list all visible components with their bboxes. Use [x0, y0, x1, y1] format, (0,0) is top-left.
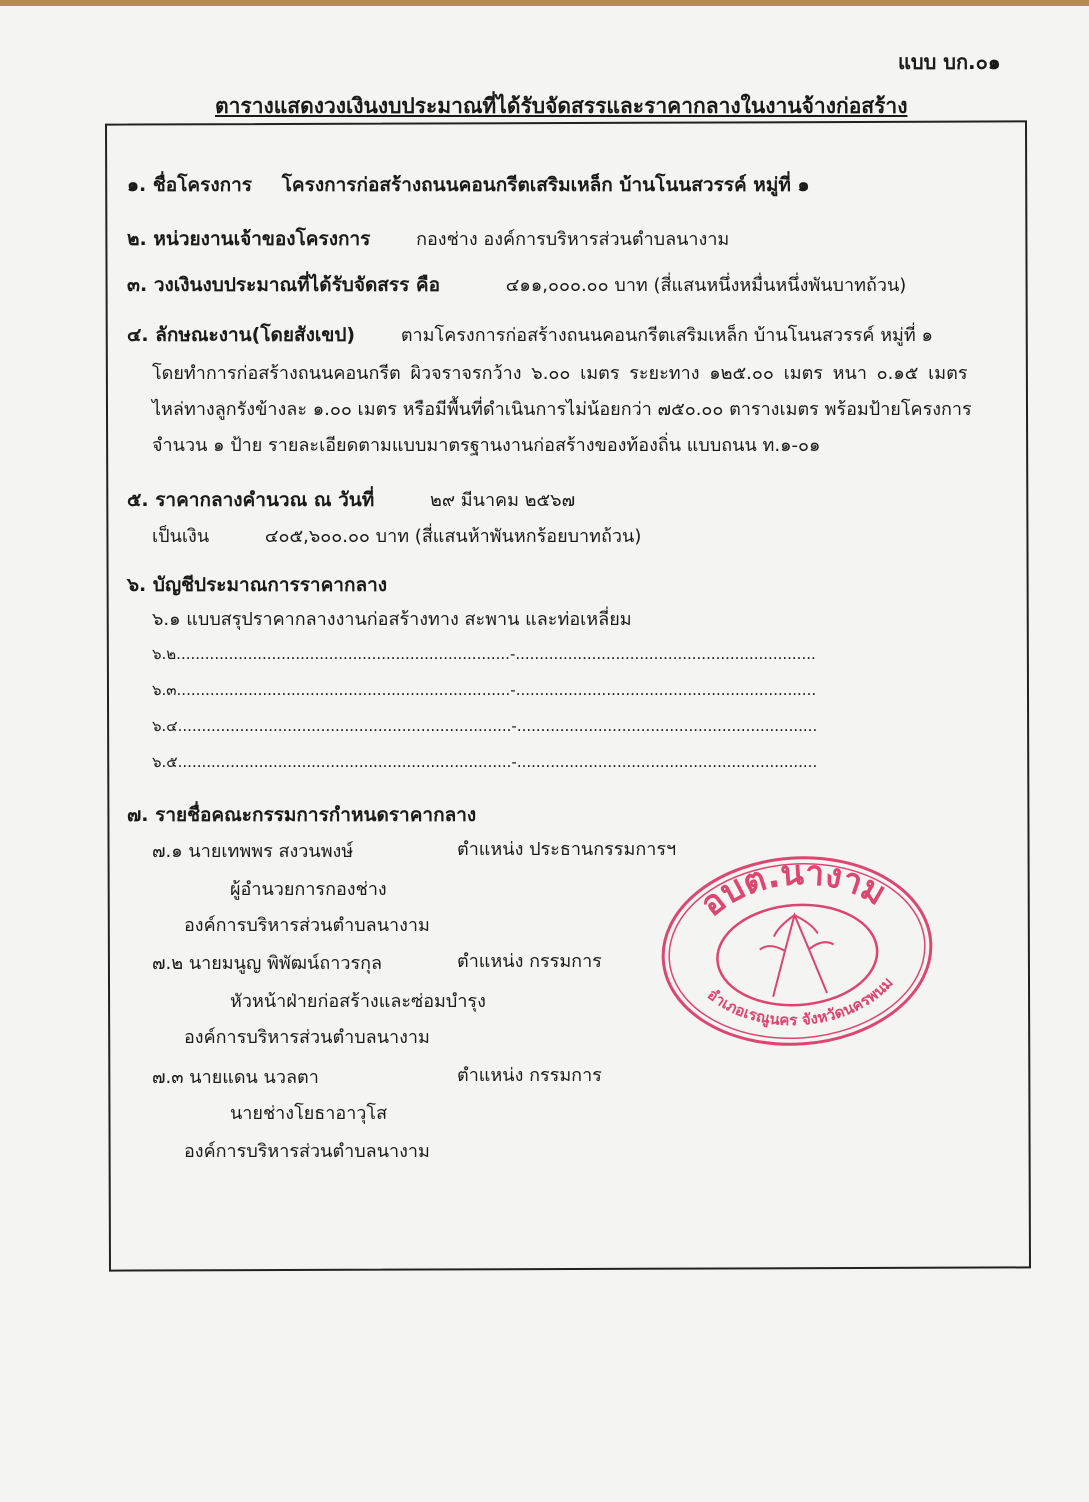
median-price-amount: ๔๐๕,๖๐๐.๐๐	[264, 526, 370, 547]
section-3	[127, 270, 906, 300]
stamp-bottom-text: อำเภอเรณูนคร จังหวัดนครพนม	[704, 973, 897, 1030]
median-price-unit: บาท	[375, 526, 410, 547]
committee-member-position: ตำแหน่ง กรรมการ	[457, 1065, 602, 1086]
estimate-item: ๖.๑ แบบสรุปราคากลางงานก่อสร้างทาง สะพาน และท่อเหลี่ยม	[152, 609, 632, 630]
estimate-item: ๖.๒......................................................................-...............................................................	[152, 645, 816, 663]
price-date: ๒๙ มีนาคม ๒๕๖๗	[430, 490, 576, 511]
median-price-words: (สี่แสนห้าพันหกร้อยบาทถ้วน)	[414, 526, 642, 547]
section-1-label: ๑. ชื่อโครงการ	[127, 174, 252, 196]
section-5	[127, 485, 575, 515]
section-3-label: ๓. วงเงินงบประมาณที่ได้รับจัดสรร คือ	[127, 274, 441, 296]
committee-member-org: องค์การบริหารส่วนตำบลนางาม	[184, 915, 430, 936]
committee-member-name: ๗.๑ นายเทพพร สงวนพงษ์	[152, 841, 354, 862]
committee-member-position: ตำแหน่ง กรรมการ	[457, 951, 602, 972]
stamp-top-text: อบต.นางาม	[692, 852, 893, 925]
committee-member-org: องค์การบริหารส่วนตำบลนางาม	[184, 1141, 430, 1162]
section-7-label: ๗. รายชื่อคณะกรรมการกำหนดราคากลาง	[127, 804, 477, 826]
estimate-item: ๖.๓......................................................................-...............................................................	[152, 681, 817, 699]
official-stamp	[654, 846, 942, 1057]
amount-label: เป็นเงิน	[152, 526, 210, 547]
section-4	[127, 320, 933, 350]
estimate-item: ๖.๕......................................................................-...............................................................	[152, 753, 818, 771]
work-description-line: ตามโครงการก่อสร้างถนนคอนกรีตเสริมเหล็ก บ้านโนนสวรรค์ หมู่ที่ ๑	[400, 325, 933, 346]
median-price	[152, 521, 641, 550]
work-description-line: จำนวน ๑ ป้าย รายละเอียดตามแบบมาตรฐานงานก่อสร้างของท้องถิ่น แบบถนน ท.๑-๐๑	[152, 435, 821, 456]
committee-member-title: นายช่างโยธาอาวุโส	[230, 1103, 388, 1124]
committee-member-name: ๗.๓ นายแดน นวลตา	[152, 1067, 319, 1088]
emblem-icon	[768, 913, 827, 997]
committee-member-title: หัวหน้าฝ่ายก่อสร้างและซ่อมบำรุง	[230, 991, 486, 1012]
section-2-label: ๒. หน่วยงานเจ้าของโครงการ	[127, 228, 371, 250]
committee-member-title: ผู้อำนวยการกองช่าง	[230, 879, 387, 900]
form-code: แบบ บก.๐๑	[898, 50, 1001, 74]
budget-words: (สี่แสนหนึ่งหมื่นหนึ่งพันบาทถ้วน)	[653, 275, 907, 296]
section-2	[127, 224, 729, 254]
committee-member-org: องค์การบริหารส่วนตำบลนางาม	[184, 1027, 430, 1048]
project-name: โครงการก่อสร้างถนนคอนกรีตเสริมเหล็ก บ้านโนนสวรรค์ หมู่ที่ ๑	[281, 174, 810, 196]
work-description-line: ไหล่ทางลูกรังข้างละ ๑.๐๐ เมตร หรือมีพื้นที่ดำเนินการไม่น้อยกว่า ๗๕๐.๐๐ ตารางเมตร พร้อมป้ายโครงการ	[152, 399, 972, 420]
section-1	[127, 170, 810, 200]
section-6-label: ๖. บัญชีประมาณการราคากลาง	[127, 574, 388, 596]
budget-unit: บาท	[614, 275, 648, 296]
document-title: ตารางแสดงวงเงินงบประมาณที่ได้รับจัดสรรและราคากลางในงานจ้างก่อสร้าง	[215, 94, 908, 118]
work-description-line: โดยทำการก่อสร้างถนนคอนกรีต ผิวจราจรกว้าง ๖.๐๐ เมตร ระยะทาง ๑๒๕.๐๐ เมตร หนา ๐.๑๕ เมตร	[152, 363, 968, 384]
scan-edge	[0, 0, 1089, 6]
estimate-item: ๖.๔......................................................................-...............................................................	[152, 717, 818, 735]
committee-member-position: ตำแหน่ง ประธานกรรมการฯ	[457, 839, 677, 860]
budget-amount: ๔๑๑,๐๐๐.๐๐	[505, 275, 609, 296]
committee-member-name: ๗.๒ นายมนูญ พิพัฒน์ถาวรกุล	[152, 953, 383, 974]
project-owner: กองช่าง องค์การบริหารส่วนตำบลนางาม	[416, 229, 730, 250]
section-4-label: ๔. ลักษณะงาน(โดยสังเขป)	[127, 324, 356, 346]
section-5-label: ๕. ราคากลางคำนวณ ณ วันที่	[127, 489, 375, 511]
